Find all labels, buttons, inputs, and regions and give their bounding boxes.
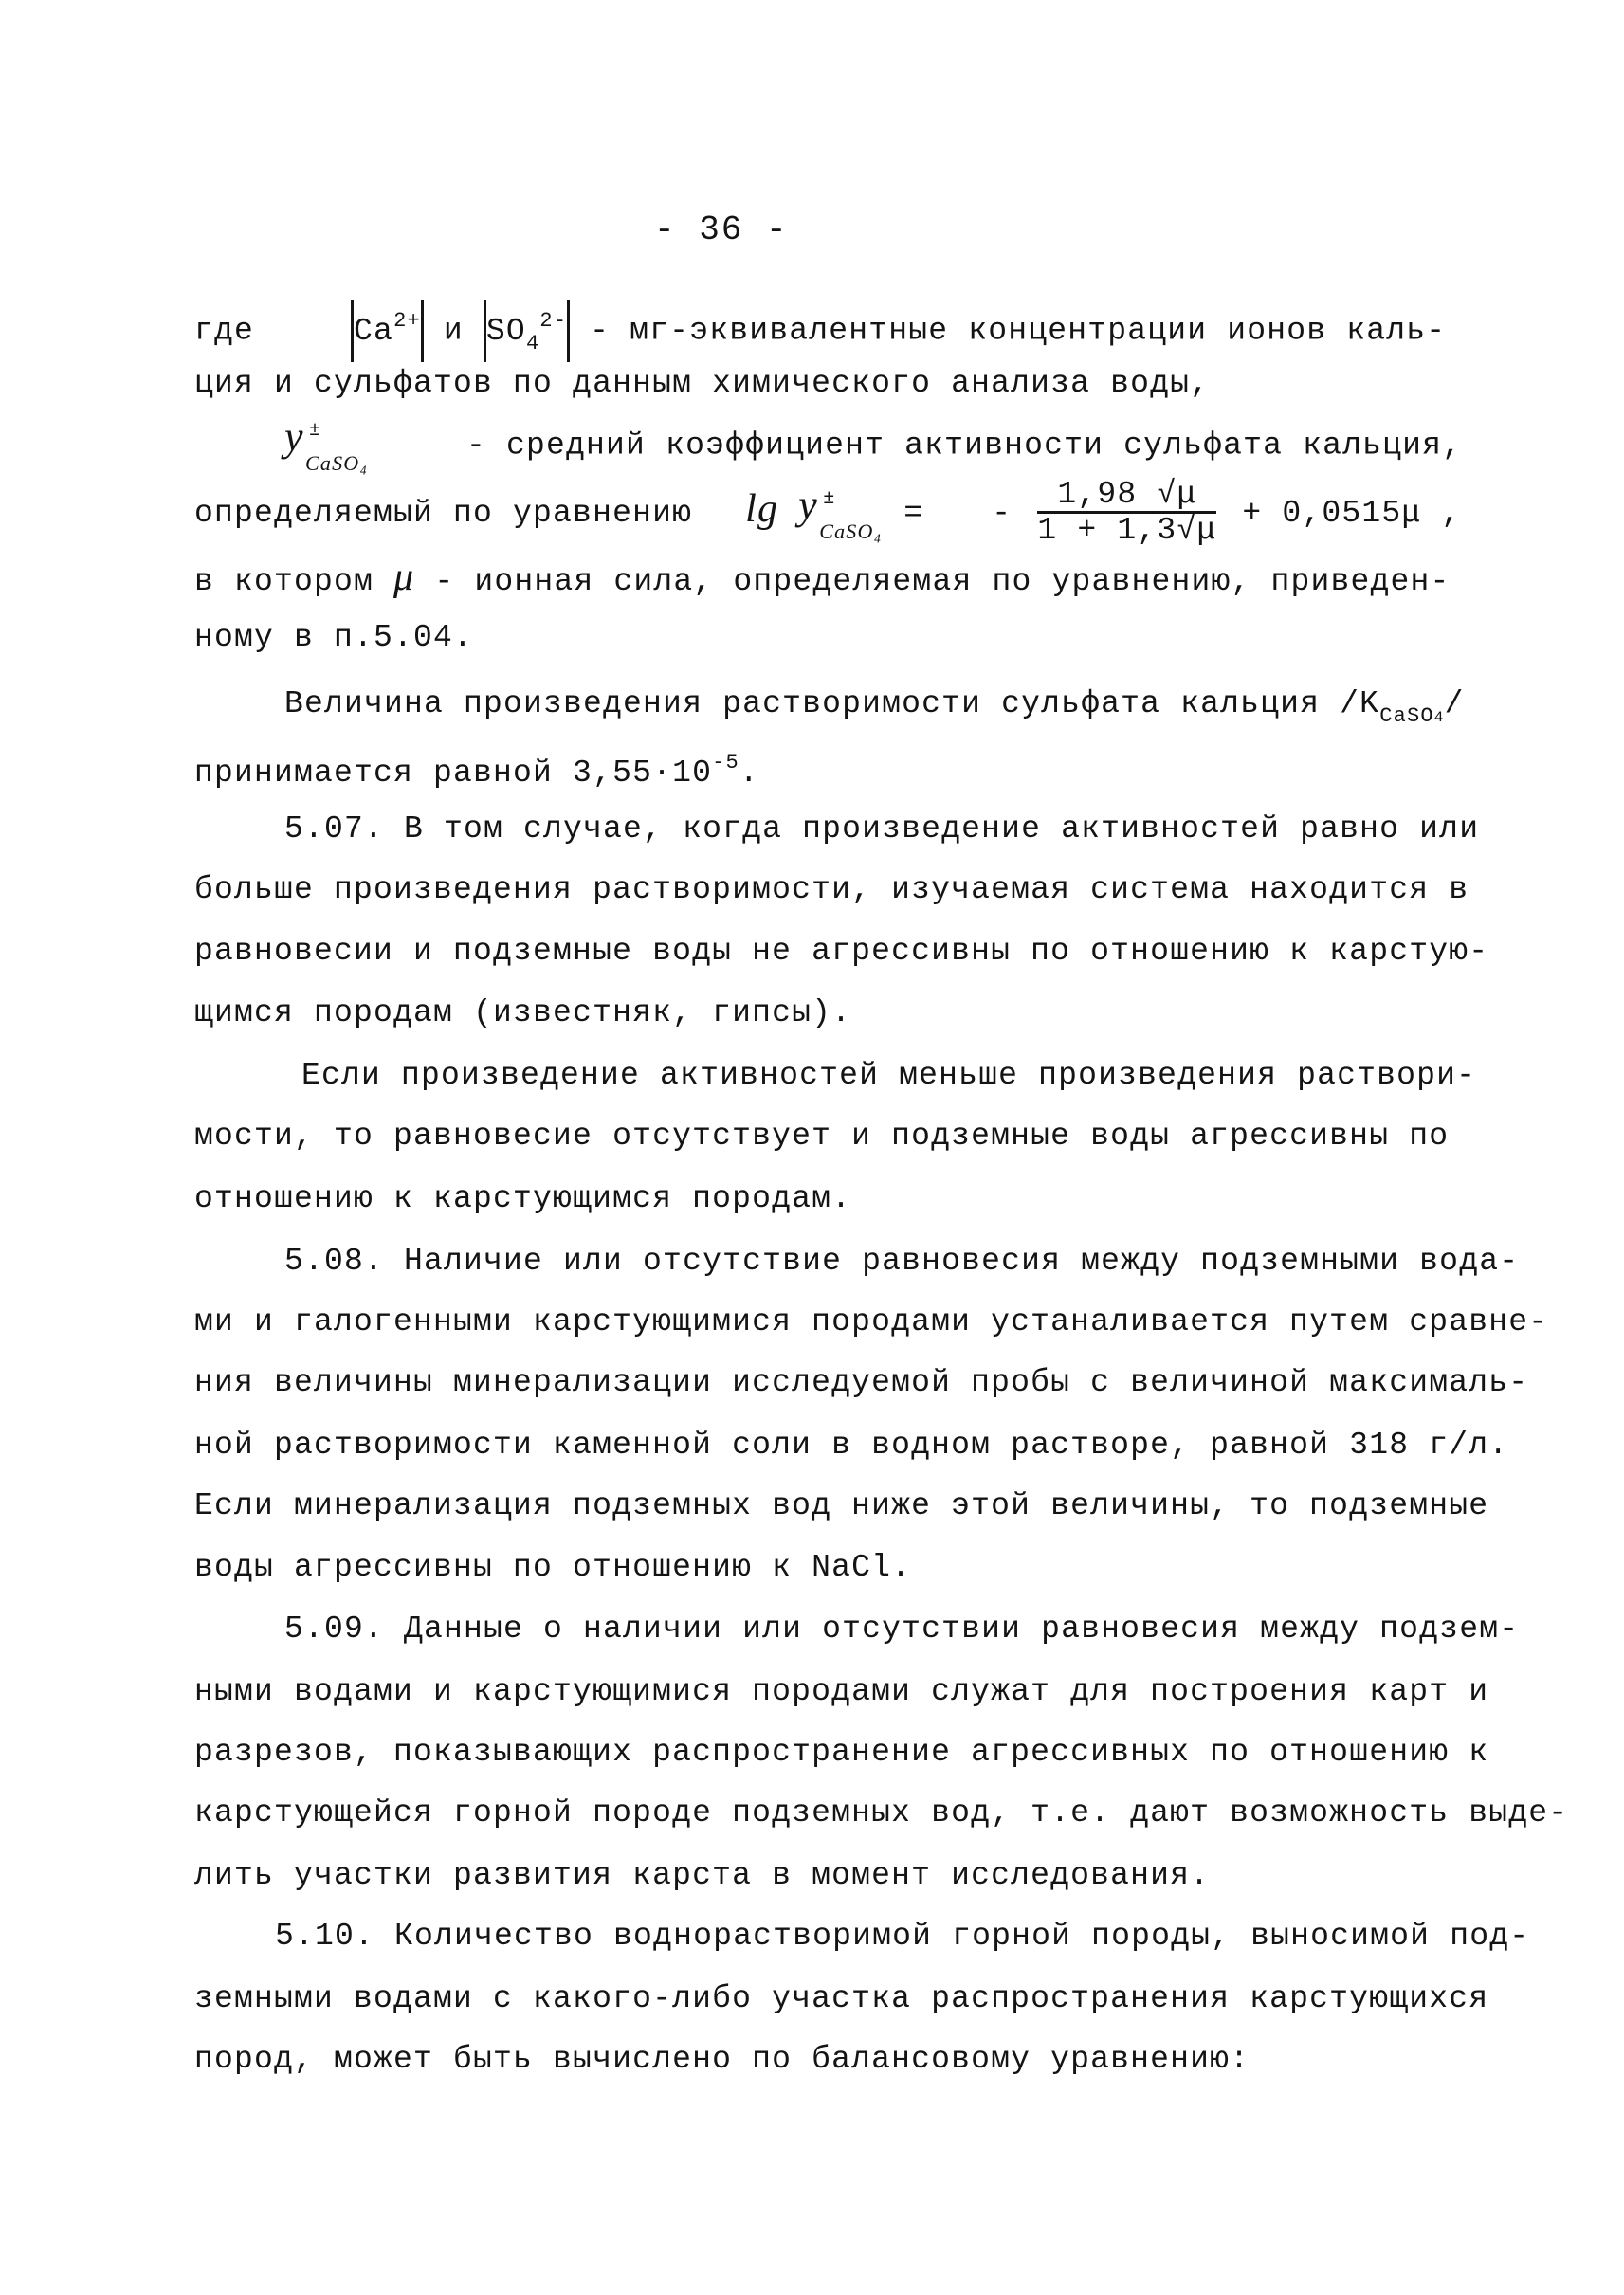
- text-line-22: 5.09. Данные о наличии или отсутствии равновесия между подзем-: [284, 1612, 1520, 1647]
- word-gde: где: [194, 313, 255, 349]
- equation-tail: + 0,0515μ ,: [1242, 496, 1462, 532]
- text-line-19: ной растворимости каменной соли в водном растворе, равной 318 г/л.: [194, 1428, 1509, 1463]
- text-line-16: 5.08. Наличие или отсутствие равновесия между подземными вода-: [284, 1244, 1520, 1279]
- text-line-8: принимается равной $3,55\cdot 10^{-5}$.: [194, 751, 759, 791]
- equals-sign: =: [903, 496, 924, 532]
- text-line-17: ми и галогенными карстующимися породами устаналивается путем сравне-: [194, 1304, 1549, 1339]
- text-line-28: земными водами с какого-либо участка распространения карстующихся: [194, 1981, 1489, 2016]
- fraction-denominator: 1 + 1,3√μ: [1037, 513, 1217, 548]
- line-1-text: - мг-эквивалентные концентрации ионов каль-: [590, 313, 1447, 349]
- text-line-12: щимся породам (известняк, гипсы).: [194, 995, 852, 1030]
- text-line-7: Величина произведения растворимости сульфата кальция $/K_{CaSO4}/$: [284, 686, 1465, 728]
- ion-ca: $Ca^{2+}$: [354, 308, 421, 349]
- bracket-right: [421, 300, 424, 362]
- text-line-29: пород, может быть вычислено по балансовому уравнению:: [194, 2042, 1250, 2077]
- text-line-21: воды агрессивны по отношению к NaCl.: [194, 1550, 912, 1585]
- activity-coefficient-symbol: y ± CaSO₄: [798, 481, 883, 543]
- text-line-26: лить участки развития карста в момент исследования.: [194, 1858, 1211, 1893]
- word-and: и: [443, 313, 464, 349]
- text-line-24: разрезов, показывающих распространение агрессивных по отношению к: [194, 1735, 1489, 1770]
- line-4-text: определяемый по уравнению: [194, 496, 693, 532]
- text-line-25: карстующейся горной породе подземных вод, т.е. дают возможность выде-: [194, 1795, 1569, 1831]
- text-line-13: Если произведение активностей меньше произведения раствори-: [301, 1058, 1477, 1093]
- text-line-27: 5.10. Количество воднорастворимой горной породы, выносимой под-: [275, 1919, 1530, 1954]
- text-line-20: Если минерализация подземных вод ниже этой величины, то подземные: [194, 1488, 1489, 1523]
- text-line-15: отношению к карстующимся породам.: [194, 1181, 852, 1216]
- bracket-right: [567, 300, 570, 362]
- text-line-10: больше произведения растворимости, изучаемая система находится в: [194, 872, 1469, 907]
- lg-symbol: lg: [745, 487, 779, 532]
- text-line-18: ния величины минерализации исследуемой пробы с величиной максималь-: [194, 1365, 1529, 1400]
- fraction: [1037, 479, 1216, 548]
- mu-symbol: μ: [393, 556, 415, 599]
- line-3-text: - средний коэффициент активности сульфата кальция,: [466, 428, 1463, 464]
- text-line-6: ному в п.5.04.: [194, 620, 474, 655]
- text-line-3: [284, 413, 1463, 475]
- text-line-1: [194, 300, 1446, 364]
- page-number: - 36 -: [654, 210, 789, 249]
- text-line-14: мости, то равновесие отсутствует и подземные воды агрессивны по: [194, 1119, 1450, 1154]
- text-line-11: равновесии и подземные воды не агрессивны по отношению к карстую-: [194, 934, 1489, 969]
- text-line-9: 5.07. В том случае, когда произведение активностей равно или: [284, 811, 1480, 847]
- minus-sign: -: [992, 496, 1013, 532]
- text-line-4-equation: [194, 479, 1461, 548]
- activity-coefficient-symbol: y ± CaSO₄: [284, 413, 369, 475]
- fraction-numerator: 1,98 √μ: [1037, 479, 1216, 514]
- text-line-2: ция и сульфатов по данным химического анализа воды,: [194, 366, 1211, 401]
- text-line-23: ными водами и карстующимися породами служат для построения карт и: [194, 1674, 1489, 1709]
- text-line-5: в котором μ - ионная сила, определяемая по уравнению, приведен-: [194, 556, 1451, 599]
- ion-so4: $SO_4^{2-}$: [485, 308, 568, 355]
